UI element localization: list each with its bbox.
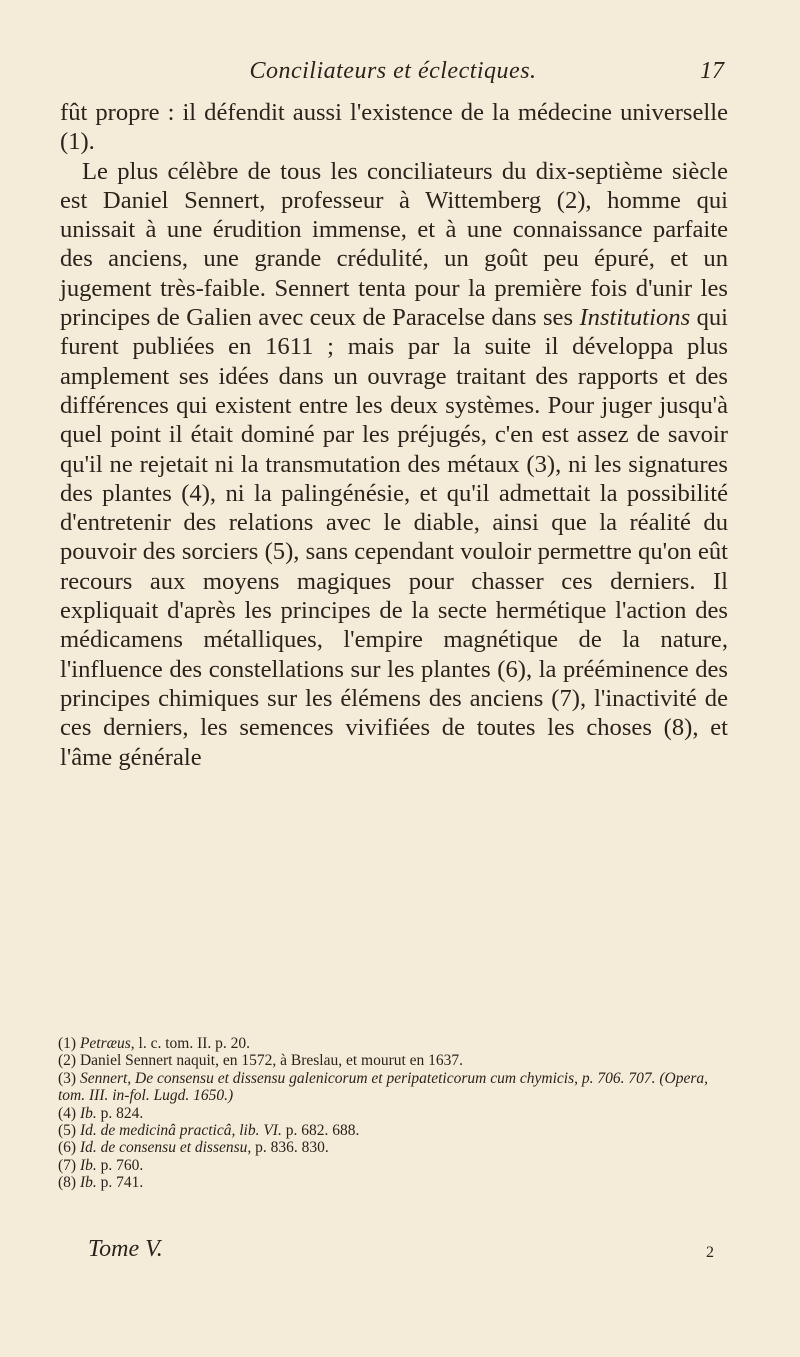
- page-number: 17: [700, 58, 724, 84]
- footnote-3: (3) Sennert, De consensu et dissensu galenicorum et peripateticorum cum chymicis, p. 706. 707. (Opera, tom. III. in-fol. Lugd. 1650.): [58, 1069, 709, 1105]
- signature-mark: 2: [706, 1244, 714, 1261]
- printer-signature: [88, 1236, 714, 1266]
- footnote-5: (5) Id. de medicinâ practicâ, lib. VI. p. 682. 688.: [58, 1122, 360, 1140]
- footnote-6: (6) Id. de consensu et dissensu, p. 836. 830.: [58, 1139, 329, 1157]
- paragraph-1-text: fût propre : il défendit aussi l'existence de la médecine universelle (1).: [60, 99, 728, 156]
- footnote-8: (8) Ib. p. 741.: [58, 1174, 144, 1192]
- footnotes: [58, 1035, 730, 1192]
- footnote-1: (1) Petræus, l. c. tom. II. p. 20.: [58, 1035, 251, 1052]
- volume-label: Tome V.: [88, 1236, 163, 1262]
- paragraph-2-text-b: qui furent publiées en 1611 ; mais par la suite il développa plus amplement ses idées dans un ouvrage traitant des rapports et des différences qui existent entre les deux systèmes. Pour juger jusqu'à quel point il était dominé par les préjugés, c'en est assez de savoir qu'il ne rejetait ni la transmutation des métaux (3), ni les signatures des plantes (4), ni la palingénésie, et qu'il admettait la possibilité d'entretenir des relations avec le diable, ainsi que la réalité du pouvoir des sorciers (5), sans cependant vouloir permettre qu'on eût recours aux moyens magiques pour chasser ces derniers. Il expliquait d'après les principes de la secte hermétique l'action des médicamens métalliques, l'empire magnétique de la nature, l'influence des constellations sur les plantes (6), la prééminence des principes chimiques sur les élémens des anciens (7), l'inactivité de ces derniers, les semences vivifiées de toutes les choses (8), et l'âme générale: [60, 304, 728, 771]
- running-title: Conciliateurs et éclectiques.: [249, 58, 537, 84]
- footnote-4: (4) Ib. p. 824.: [58, 1104, 144, 1122]
- page-header: [62, 58, 724, 94]
- paragraph-1: [60, 98, 728, 157]
- paragraph-2: [60, 157, 728, 772]
- paragraph-2-text-a: Le plus célèbre de tous les conciliateurs du dix-septième siècle est Daniel Sennert, professeur à Wittemberg (2), homme qui unissait à une érudition immense, et à une connaissance parfaite des anciens, une grande crédulité, un goût peu épuré, et un jugement très-faible. Sennert tenta pour la première fois d'unir les principes de Galien avec ceux de Paracelse dans ses: [60, 157, 728, 332]
- footnote-7: (7) Ib. p. 760.: [58, 1156, 144, 1174]
- footnote-2: (2) Daniel Sennert naquit, en 1572, à Breslau, et mourut en 1637.: [58, 1052, 464, 1070]
- book-title-institutions: Institutions: [579, 304, 691, 332]
- main-text: [60, 98, 728, 772]
